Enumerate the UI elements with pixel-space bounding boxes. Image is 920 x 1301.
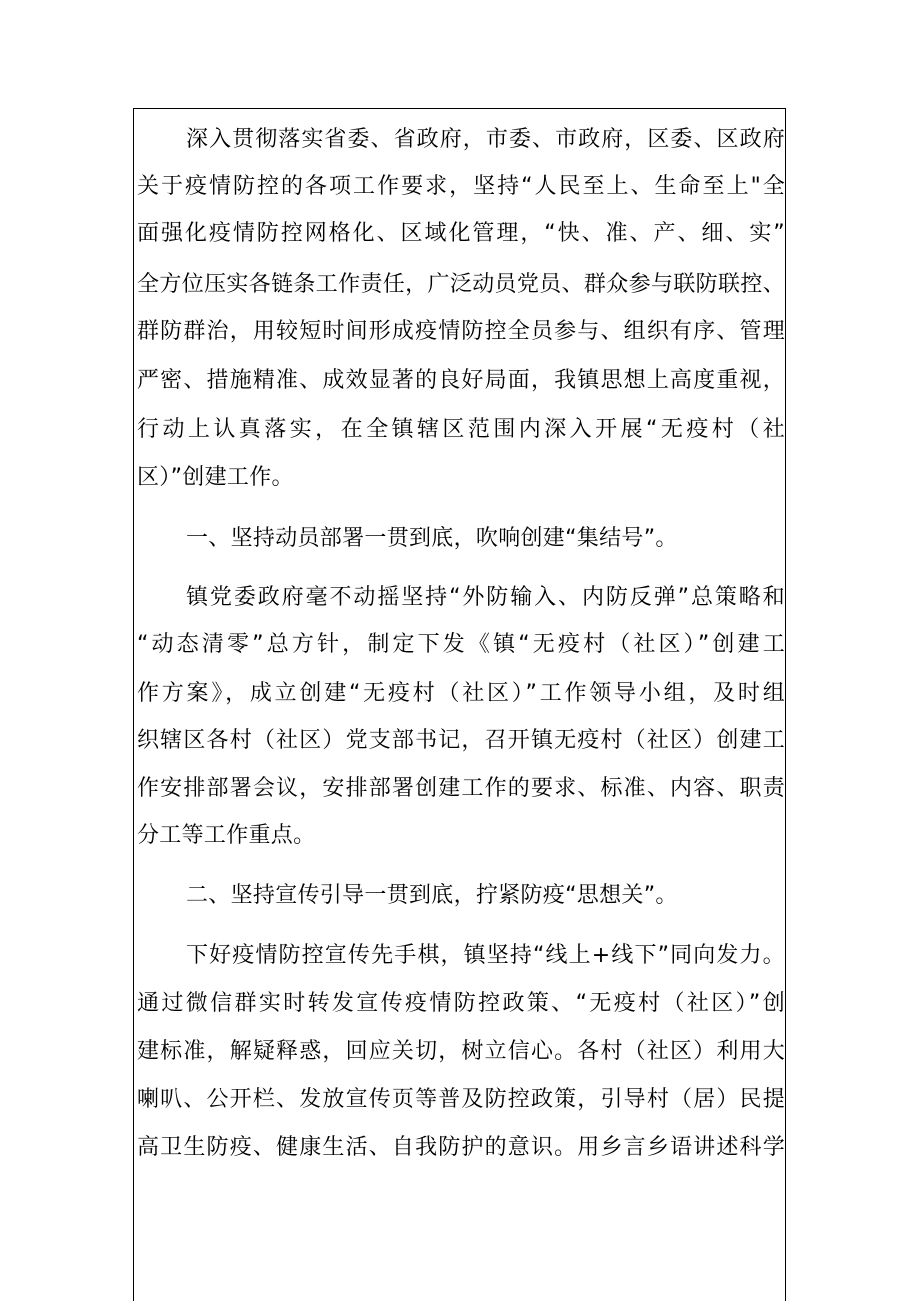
paragraph-3-line-2: 通过微信群实时转发宣传疫情防控政策、“无疫村（社区）”创 — [137, 991, 785, 1016]
paragraph-1-line-8: 区）”创建工作。 — [137, 465, 294, 490]
paragraph-2-line-3: 作方案》，成立创建“无疫村（社区）”工作领导小组，及时组 — [137, 681, 785, 706]
paragraph-1-line-4: 全方位压实各链条工作责任，广泛动员党员、群众参与联防联控、 — [137, 272, 785, 297]
paragraph-1-line-6: 严密、措施精准、成效显著的良好局面，我镇思想上高度重视， — [137, 368, 785, 393]
paragraph-3-line-3: 建标准，解疑释惑，回应关切，树立信心。各村（社区）利用大 — [137, 1039, 785, 1064]
section-heading-2: 二、坚持宣传引导一贯到底，拧紧防疫“思想关”。 — [186, 883, 678, 908]
paragraph-1-line-3: 面强化疫情防控网格化、区域化管理，“快、准、产、细、实” — [137, 221, 785, 246]
paragraph-2-line-2: “动态清零”总方针，制定下发《镇“无疫村（社区）”创建工 — [137, 632, 785, 657]
paragraph-1-line-2: 关于疫情防控的各项工作要求，坚持“人民至上、生命至上"全 — [137, 174, 785, 199]
paragraph-1-line-5: 群防群治，用较短时间形成疫情防控全员参与、组织有序、管理 — [137, 319, 785, 344]
paragraph-2-line-4: 织辖区各村（社区）党支部书记，召开镇无疫村（社区）创建工 — [137, 728, 785, 753]
paragraph-2-line-1: 镇党委政府毫不动摇坚持“外防输入、内防反弹”总策略和 — [186, 585, 785, 610]
paragraph-1-line-7: 行动上认真落实，在全镇辖区范围内深入开展“无疫村（社 — [137, 417, 785, 442]
paragraph-2-line-5: 作安排部署会议，安排部署创建工作的要求、标准、内容、职责 — [137, 776, 785, 801]
paragraph-2-line-6: 分工等工作重点。 — [137, 823, 316, 848]
paragraph-1-line-1: 深入贯彻落实省委、省政府，市委、市政府，区委、区政府 — [186, 127, 785, 152]
paragraph-3-line-5: 高卫生防疫、健康生活、自我防护的意识。用乡言乡语讲述科学 — [137, 1135, 785, 1160]
section-heading-1: 一、坚持动员部署一贯到底，吹响创建“集结号”。 — [186, 526, 678, 551]
paragraph-3-line-1: 下好疫情防控宣传先手棋，镇坚持“线上+线下”同向发力。 — [186, 943, 785, 968]
paragraph-3-line-4: 喇叭、公开栏、发放宣传页等普及防控政策，引导村（居）民提 — [137, 1087, 785, 1112]
